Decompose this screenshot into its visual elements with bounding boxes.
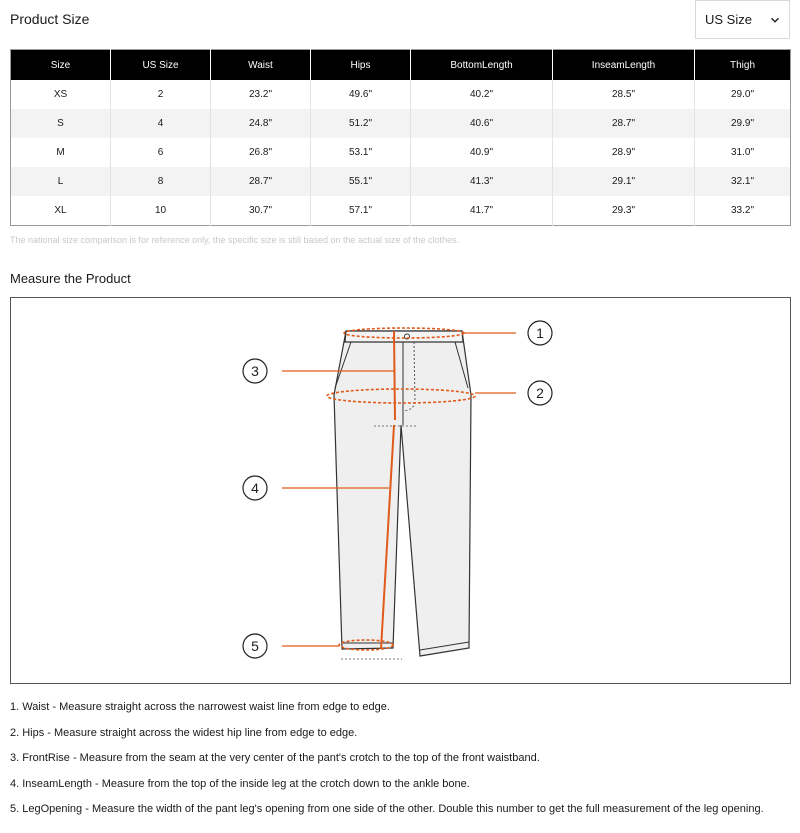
table-cell: XS	[53, 89, 68, 100]
column-header-size: Size	[11, 50, 111, 81]
table-cell: 49.6"	[311, 80, 411, 109]
size-chart-header-row	[11, 50, 791, 81]
table-cell: 29.0"	[695, 80, 791, 109]
table-cell: 23.2"	[211, 80, 311, 109]
measurement-instructions	[10, 700, 790, 828]
table-cell: XL	[54, 205, 67, 216]
marker-5-leg-opening	[243, 634, 267, 658]
instruction-hips: 2. Hips - Measure straight across the widest hip line from edge to edge.	[10, 726, 358, 739]
table-cell: L	[11, 167, 111, 196]
table-cell: S	[11, 109, 111, 138]
size-unit-select[interactable]	[695, 0, 790, 39]
pants-illustration	[11, 298, 790, 683]
instruction-leg-opening: 5. LegOpening - Measure the width of the pant leg's opening from one side of the other. Double this number to get the full measurement of the leg opening.	[10, 803, 764, 815]
marker-2-hips	[528, 381, 552, 405]
page-title: Product Size	[10, 11, 90, 27]
marker-1-label: 1	[536, 325, 544, 341]
table-cell: 57.1"	[311, 196, 411, 226]
marker-3-label: 3	[251, 363, 259, 379]
column-header-hips: Hips	[311, 50, 411, 81]
table-cell: 41.7"	[411, 196, 553, 226]
instruction-front-rise: 3. FrontRise - Measure from the seam at the very center of the pant's crotch to the top of the front waistband.	[10, 752, 540, 764]
size-unit-select-value: US Size	[705, 12, 752, 27]
table-cell: 28.9"	[553, 138, 695, 167]
table-row	[11, 138, 791, 167]
table-cell: 51.2"	[311, 109, 411, 138]
table-cell: 29.3"	[553, 196, 695, 226]
column-header-us-size: US Size	[111, 50, 211, 81]
table-cell: 53.1"	[311, 138, 411, 167]
table-cell: 41.3"	[411, 167, 553, 196]
measure-section-title: Measure the Product	[10, 271, 131, 286]
marker-4-label: 4	[251, 480, 259, 496]
table-cell: 2	[111, 80, 211, 109]
table-cell: M	[56, 147, 65, 158]
table-cell: 26.8"	[211, 138, 311, 167]
marker-4-inseam	[243, 476, 267, 500]
marker-1-waist	[528, 321, 552, 345]
table-cell: 29.1"	[553, 167, 695, 196]
size-disclaimer-note: The national size comparison is for reference only, the specific size is still based on the actual size of the clothes.	[10, 235, 460, 245]
chevron-down-icon	[770, 15, 780, 25]
table-cell: 28.7"	[211, 167, 311, 196]
table-row	[11, 196, 791, 226]
marker-3-front-rise	[243, 359, 267, 383]
column-header-inseam-length: InseamLength	[553, 50, 695, 81]
table-cell: 40.9"	[411, 138, 553, 167]
table-cell: 40.2"	[411, 80, 553, 109]
table-cell: 8	[111, 167, 211, 196]
table-cell: 30.7"	[211, 196, 311, 226]
table-row	[11, 109, 791, 138]
instruction-waist: 1. Waist - Measure straight across the narrowest waist line from edge to edge.	[10, 701, 390, 713]
table-cell: 10	[111, 196, 211, 226]
table-row	[11, 80, 791, 109]
size-chart-table	[10, 49, 791, 226]
table-cell: 31.0"	[695, 138, 791, 167]
table-cell: 33.2"	[695, 196, 791, 226]
marker-2-label: 2	[536, 385, 544, 401]
table-cell: 55.1"	[311, 167, 411, 196]
column-header-bottom-length: BottomLength	[411, 50, 553, 81]
instruction-inseam-length: 4. InseamLength - Measure from the top of the inside leg at the crotch down to the ankle bone.	[10, 777, 470, 790]
table-cell: 29.9"	[695, 109, 791, 138]
column-header-waist: Waist	[211, 50, 311, 81]
measurement-diagram	[10, 297, 791, 684]
table-cell: 40.6"	[411, 109, 553, 138]
table-cell: 28.5"	[553, 80, 695, 109]
table-cell: 32.1"	[695, 167, 791, 196]
table-cell: 24.8"	[211, 109, 311, 138]
table-cell: 6	[111, 138, 211, 167]
table-cell: 28.7"	[553, 109, 695, 138]
marker-5-label: 5	[251, 638, 259, 654]
column-header-thigh: Thigh	[695, 50, 791, 81]
table-row	[11, 167, 791, 196]
table-cell: 4	[111, 109, 211, 138]
